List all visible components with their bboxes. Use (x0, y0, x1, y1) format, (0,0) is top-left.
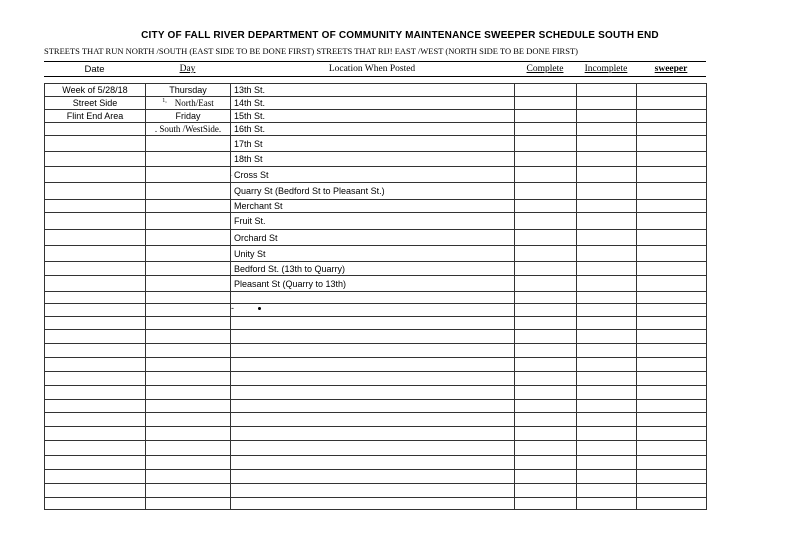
complete-cell (515, 110, 577, 123)
sweeper-cell (637, 246, 707, 262)
complete-cell (515, 246, 577, 262)
incomplete-cell (577, 358, 637, 372)
date-cell (45, 262, 146, 276)
incomplete-cell (577, 152, 637, 167)
table-row (45, 304, 707, 317)
header-rule-bottom (44, 76, 706, 77)
table-row (45, 123, 707, 136)
header-incomplete: Incomplete (584, 64, 628, 74)
incomplete-cell (577, 276, 637, 292)
location-cell (231, 292, 515, 304)
sweeper-cell (637, 400, 707, 413)
sweeper-cell (637, 276, 707, 292)
header-sweeper: sweeper (654, 64, 688, 74)
table-row (45, 246, 707, 262)
sweeper-cell (637, 292, 707, 304)
complete-cell (515, 276, 577, 292)
date-cell (45, 123, 146, 136)
sweeper-cell (637, 152, 707, 167)
location-cell (231, 330, 515, 344)
sweeper-cell (637, 344, 707, 358)
day-cell (146, 246, 231, 262)
table-row (45, 484, 707, 498)
day-cell (146, 441, 231, 456)
table-row (45, 372, 707, 386)
table-row (45, 413, 707, 427)
table-row (45, 167, 707, 183)
complete-cell (515, 456, 577, 470)
incomplete-cell (577, 470, 637, 484)
incomplete-cell (577, 123, 637, 136)
sweeper-cell (637, 183, 707, 200)
location-cell: Unity St (231, 246, 515, 262)
date-cell (45, 456, 146, 470)
sweeper-cell (637, 123, 707, 136)
date-cell (45, 400, 146, 413)
incomplete-cell (577, 304, 637, 317)
date-cell (45, 213, 146, 230)
table-row (45, 344, 707, 358)
location-cell: 14th St. (231, 97, 515, 110)
incomplete-cell (577, 456, 637, 470)
complete-cell (515, 183, 577, 200)
day-cell (146, 167, 231, 183)
date-cell (45, 427, 146, 441)
location-cell (231, 344, 515, 358)
location-cell: Fruit St. (231, 213, 515, 230)
day-cell: Friday (146, 110, 231, 123)
location-cell (231, 372, 515, 386)
location-cell: Pleasant St (Quarry to 13th) (231, 276, 515, 292)
incomplete-cell (577, 97, 637, 110)
sweeper-cell (637, 262, 707, 276)
stray-dash-mark: - (231, 303, 234, 313)
day-cell (146, 292, 231, 304)
complete-cell (515, 498, 577, 510)
incomplete-cell (577, 84, 637, 97)
incomplete-cell (577, 110, 637, 123)
location-cell (231, 484, 515, 498)
incomplete-cell (577, 167, 637, 183)
day-cell (146, 183, 231, 200)
location-cell (231, 304, 515, 317)
complete-cell (515, 484, 577, 498)
header-day: Day (179, 64, 196, 74)
sweeper-cell (637, 317, 707, 330)
date-cell (45, 441, 146, 456)
complete-cell (515, 230, 577, 246)
table-row (45, 200, 707, 213)
table-row (45, 183, 707, 200)
incomplete-cell (577, 344, 637, 358)
location-cell: Cross St (231, 167, 515, 183)
date-cell (45, 372, 146, 386)
header-date: Date (84, 64, 105, 75)
sweeper-cell (637, 167, 707, 183)
table-row (45, 330, 707, 344)
complete-cell (515, 292, 577, 304)
day-cell (146, 317, 231, 330)
header-complete: Complete (526, 64, 564, 74)
day-cell (146, 427, 231, 441)
location-cell: 16th St. (231, 123, 515, 136)
date-cell (45, 484, 146, 498)
table-row (45, 213, 707, 230)
day-cell (146, 498, 231, 510)
date-cell (45, 136, 146, 152)
day-cell (146, 470, 231, 484)
stray-dot-mark (258, 307, 261, 310)
date-cell (45, 200, 146, 213)
day-text: North/East (174, 98, 214, 108)
incomplete-cell (577, 386, 637, 400)
location-cell (231, 470, 515, 484)
complete-cell (515, 262, 577, 276)
complete-cell (515, 123, 577, 136)
location-cell (231, 400, 515, 413)
location-cell: 17th St (231, 136, 515, 152)
incomplete-cell (577, 200, 637, 213)
incomplete-cell (577, 230, 637, 246)
complete-cell (515, 344, 577, 358)
day-cell (146, 372, 231, 386)
location-cell: Quarry St (Bedford St to Pleasant St.) (231, 183, 515, 200)
sweeper-cell (637, 386, 707, 400)
date-cell (45, 344, 146, 358)
day-cell (146, 97, 231, 110)
sweeper-cell (637, 97, 707, 110)
location-cell (231, 358, 515, 372)
date-cell (45, 498, 146, 510)
table-row (45, 358, 707, 372)
location-cell (231, 317, 515, 330)
incomplete-cell (577, 317, 637, 330)
location-cell: 13th St. (231, 84, 515, 97)
location-cell (231, 456, 515, 470)
sweeper-cell (637, 441, 707, 456)
incomplete-cell (577, 498, 637, 510)
location-cell (231, 413, 515, 427)
day-cell (146, 304, 231, 317)
day-cell (146, 413, 231, 427)
day-cell (146, 276, 231, 292)
incomplete-cell (577, 136, 637, 152)
sweeper-cell (637, 427, 707, 441)
complete-cell (515, 213, 577, 230)
incomplete-cell (577, 292, 637, 304)
table-row (45, 441, 707, 456)
complete-cell (515, 372, 577, 386)
stray-tick-mark: . (231, 172, 233, 178)
day-cell (146, 344, 231, 358)
complete-cell (515, 413, 577, 427)
sweeper-cell (637, 358, 707, 372)
day-cell (146, 330, 231, 344)
date-cell (45, 276, 146, 292)
date-cell (45, 317, 146, 330)
sweeper-cell (637, 484, 707, 498)
table-row (45, 262, 707, 276)
incomplete-cell (577, 400, 637, 413)
date-cell (45, 167, 146, 183)
complete-cell (515, 136, 577, 152)
table-row (45, 110, 707, 123)
sweeper-cell (637, 470, 707, 484)
day-cell (146, 213, 231, 230)
date-cell (45, 358, 146, 372)
incomplete-cell (577, 183, 637, 200)
day-cell (146, 358, 231, 372)
location-cell (231, 498, 515, 510)
date-cell (45, 230, 146, 246)
complete-cell (515, 386, 577, 400)
date-cell (45, 470, 146, 484)
table-row (45, 84, 707, 97)
day-cell (146, 200, 231, 213)
table-row (45, 498, 707, 510)
incomplete-cell (577, 484, 637, 498)
incomplete-cell (577, 427, 637, 441)
day-cell (146, 136, 231, 152)
date-cell: Week of 5/28/18 (45, 84, 146, 97)
date-cell: Street Side (45, 97, 146, 110)
complete-cell (515, 400, 577, 413)
date-cell: Flint End Area (45, 110, 146, 123)
day-cell (146, 262, 231, 276)
table-row (45, 276, 707, 292)
day-cell (146, 484, 231, 498)
schedule-table (44, 83, 707, 510)
day-cell: Thursday (146, 84, 231, 97)
location-cell (231, 386, 515, 400)
incomplete-cell (577, 413, 637, 427)
day-cell (146, 152, 231, 167)
complete-cell (515, 317, 577, 330)
table-row (45, 292, 707, 304)
complete-cell (515, 97, 577, 110)
location-cell: Bedford St. (13th to Quarry) (231, 262, 515, 276)
sweeper-cell (637, 230, 707, 246)
date-cell (45, 246, 146, 262)
table-row (45, 470, 707, 484)
direction-note: STREETS THAT RUN NORTH /SOUTH (EAST SIDE TO BE DONE FIRST) STREETS THAT RIJ! EAST /WEST (NORTH SIDE TO BE DONE FIRST) (44, 46, 578, 56)
margin-mark: 1, (162, 98, 167, 104)
day-cell (146, 400, 231, 413)
incomplete-cell (577, 262, 637, 276)
sweeper-cell (637, 304, 707, 317)
complete-cell (515, 200, 577, 213)
sweeper-cell (637, 200, 707, 213)
location-cell: Orchard St (231, 230, 515, 246)
day-cell (146, 456, 231, 470)
table-row (45, 456, 707, 470)
incomplete-cell (577, 441, 637, 456)
table-row (45, 136, 707, 152)
sweeper-cell (637, 498, 707, 510)
sweeper-cell (637, 330, 707, 344)
complete-cell (515, 84, 577, 97)
complete-cell (515, 427, 577, 441)
sweeper-cell (637, 413, 707, 427)
complete-cell (515, 358, 577, 372)
sweeper-cell (637, 110, 707, 123)
complete-cell (515, 167, 577, 183)
incomplete-cell (577, 330, 637, 344)
incomplete-cell (577, 372, 637, 386)
table-row (45, 386, 707, 400)
table-row (45, 427, 707, 441)
complete-cell (515, 470, 577, 484)
incomplete-cell (577, 213, 637, 230)
sweeper-cell (637, 372, 707, 386)
location-cell (231, 427, 515, 441)
date-cell (45, 292, 146, 304)
table-row (45, 400, 707, 413)
table-row (45, 97, 707, 110)
sweeper-cell (637, 84, 707, 97)
location-cell: 18th St (231, 152, 515, 167)
date-cell (45, 183, 146, 200)
date-cell (45, 413, 146, 427)
sweeper-cell (637, 456, 707, 470)
incomplete-cell (577, 246, 637, 262)
complete-cell (515, 441, 577, 456)
day-cell (146, 230, 231, 246)
date-cell (45, 386, 146, 400)
date-cell (45, 304, 146, 317)
date-cell (45, 152, 146, 167)
location-cell (231, 441, 515, 456)
header-location: Location When Posted (328, 64, 416, 74)
table-row (45, 230, 707, 246)
date-cell (45, 330, 146, 344)
table-row (45, 317, 707, 330)
complete-cell (515, 152, 577, 167)
complete-cell (515, 304, 577, 317)
header-rule-top (44, 61, 706, 62)
location-cell: 15th St. (231, 110, 515, 123)
complete-cell (515, 330, 577, 344)
sweeper-cell (637, 136, 707, 152)
table-row (45, 152, 707, 167)
day-cell: . South /WestSide. (146, 123, 231, 136)
page-title: CITY OF FALL RIVER DEPARTMENT OF COMMUNITY MAINTENANCE SWEEPER SCHEDULE SOUTH END (141, 30, 659, 41)
location-cell: Merchant St (231, 200, 515, 213)
sweeper-cell (637, 213, 707, 230)
day-cell (146, 386, 231, 400)
